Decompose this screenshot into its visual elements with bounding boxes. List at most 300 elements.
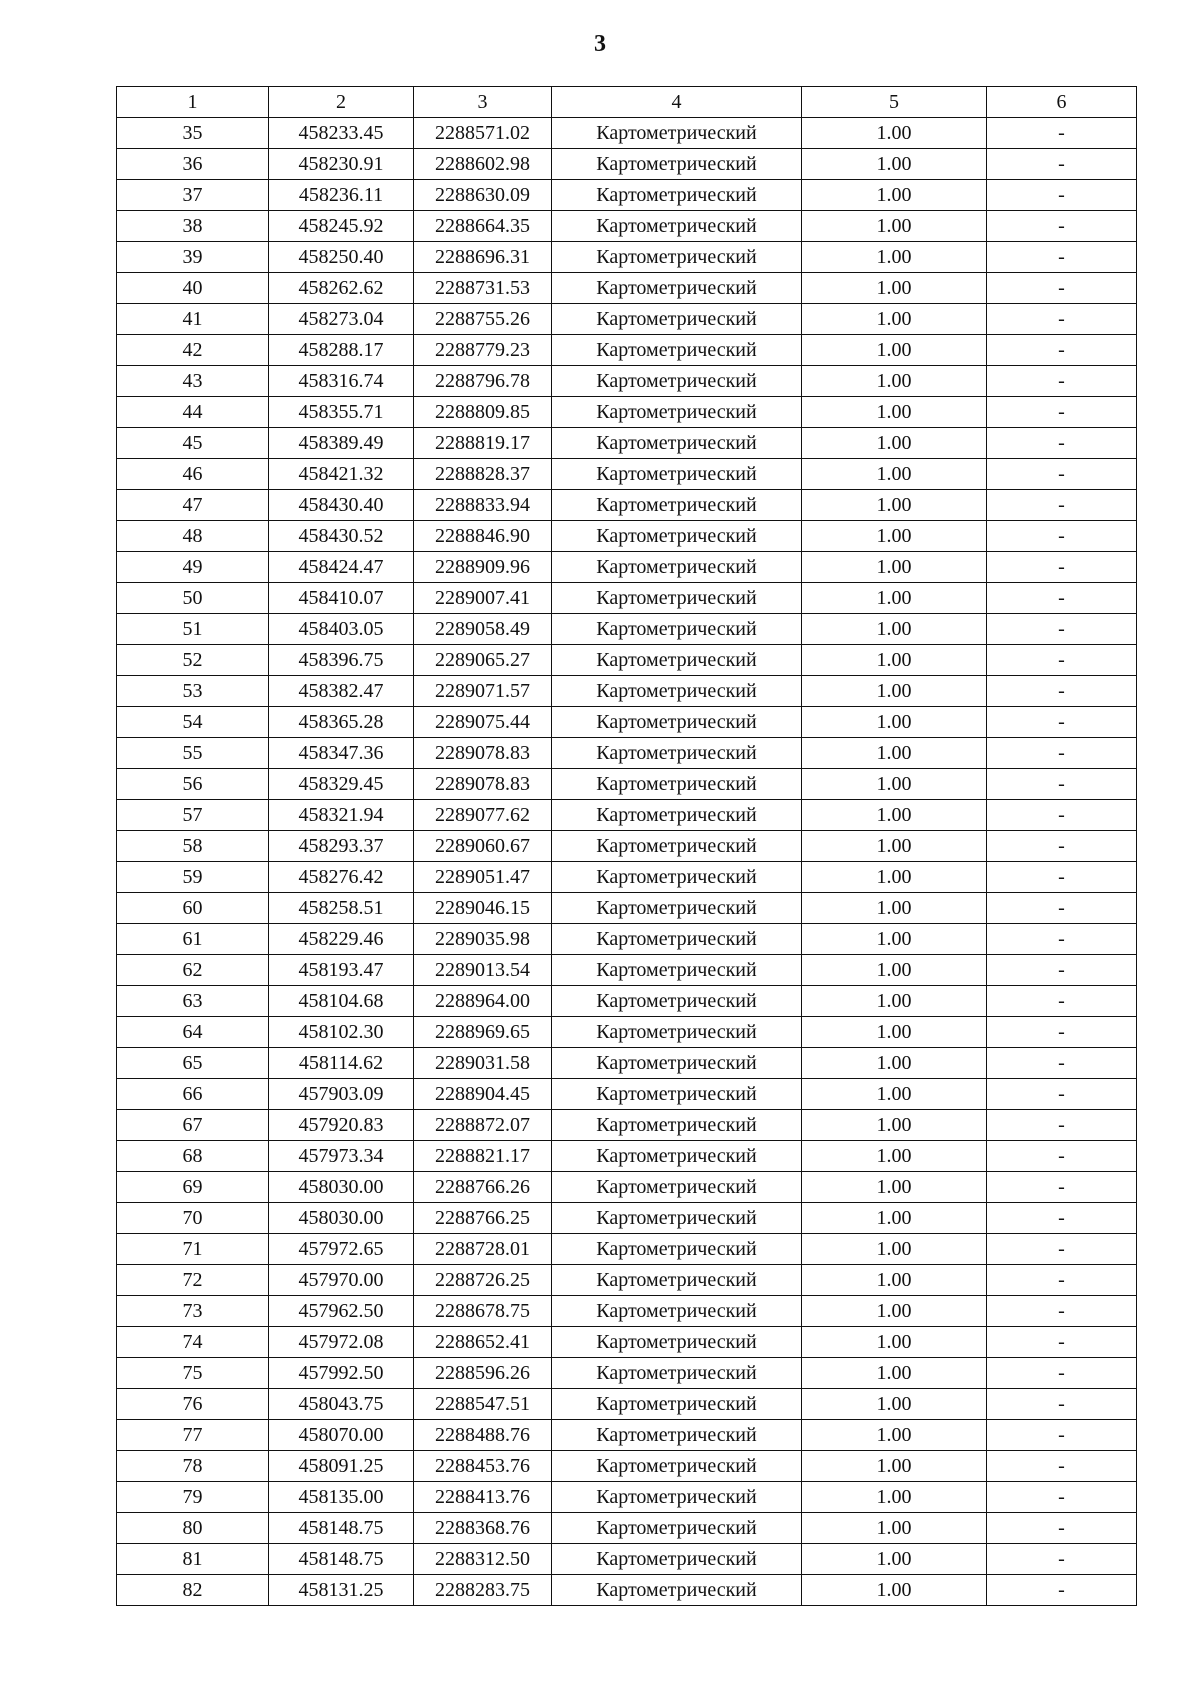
y-coordinate-cell: 2288872.07 (414, 1110, 552, 1141)
x-coordinate-cell: 458102.30 (269, 1017, 414, 1048)
method-cell: Картометрический (552, 800, 802, 831)
table-row (117, 1451, 1137, 1482)
point-number-cell: 49 (117, 552, 269, 583)
note-cell: - (987, 769, 1137, 800)
table-row (117, 1296, 1137, 1327)
x-coordinate-cell: 457992.50 (269, 1358, 414, 1389)
y-coordinate-cell: 2288964.00 (414, 986, 552, 1017)
x-coordinate-cell: 458233.45 (269, 118, 414, 149)
y-coordinate-cell: 2289031.58 (414, 1048, 552, 1079)
method-cell: Картометрический (552, 1389, 802, 1420)
method-cell: Картометрический (552, 521, 802, 552)
table-row (117, 180, 1137, 211)
table-row (117, 924, 1137, 955)
method-cell: Картометрический (552, 1575, 802, 1606)
accuracy-cell: 1.00 (802, 1141, 987, 1172)
method-cell: Картометрический (552, 1420, 802, 1451)
note-cell: - (987, 831, 1137, 862)
x-coordinate-cell: 458293.37 (269, 831, 414, 862)
table-row (117, 769, 1137, 800)
y-coordinate-cell: 2289071.57 (414, 676, 552, 707)
note-cell: - (987, 893, 1137, 924)
table-row (117, 614, 1137, 645)
x-coordinate-cell: 458321.94 (269, 800, 414, 831)
point-number-cell: 82 (117, 1575, 269, 1606)
table-row (117, 552, 1137, 583)
x-coordinate-cell: 458245.92 (269, 211, 414, 242)
method-cell: Картометрический (552, 149, 802, 180)
y-coordinate-cell: 2289058.49 (414, 614, 552, 645)
point-number-cell: 68 (117, 1141, 269, 1172)
accuracy-cell: 1.00 (802, 459, 987, 490)
table-row (117, 118, 1137, 149)
method-cell: Картометрический (552, 893, 802, 924)
method-cell: Картометрический (552, 304, 802, 335)
note-cell: - (987, 1575, 1137, 1606)
table-row (117, 149, 1137, 180)
x-coordinate-cell: 458424.47 (269, 552, 414, 583)
accuracy-cell: 1.00 (802, 1234, 987, 1265)
point-number-cell: 42 (117, 335, 269, 366)
header-cell-4: 4 (552, 87, 802, 118)
note-cell: - (987, 366, 1137, 397)
note-cell: - (987, 211, 1137, 242)
table-row (117, 1048, 1137, 1079)
method-cell: Картометрический (552, 645, 802, 676)
note-cell: - (987, 924, 1137, 955)
x-coordinate-cell: 458430.52 (269, 521, 414, 552)
accuracy-cell: 1.00 (802, 149, 987, 180)
point-number-cell: 54 (117, 707, 269, 738)
note-cell: - (987, 1327, 1137, 1358)
table-row (117, 1110, 1137, 1141)
y-coordinate-cell: 2288726.25 (414, 1265, 552, 1296)
x-coordinate-cell: 458070.00 (269, 1420, 414, 1451)
point-number-cell: 80 (117, 1513, 269, 1544)
x-coordinate-cell: 457972.65 (269, 1234, 414, 1265)
method-cell: Картометрический (552, 986, 802, 1017)
note-cell: - (987, 800, 1137, 831)
table-row (117, 1513, 1137, 1544)
table-row (117, 1544, 1137, 1575)
table-row (117, 335, 1137, 366)
point-number-cell: 63 (117, 986, 269, 1017)
method-cell: Картометрический (552, 397, 802, 428)
accuracy-cell: 1.00 (802, 614, 987, 645)
x-coordinate-cell: 458193.47 (269, 955, 414, 986)
y-coordinate-cell: 2288846.90 (414, 521, 552, 552)
x-coordinate-cell: 458276.42 (269, 862, 414, 893)
x-coordinate-cell: 458236.11 (269, 180, 414, 211)
x-coordinate-cell: 458316.74 (269, 366, 414, 397)
table-row (117, 242, 1137, 273)
note-cell: - (987, 273, 1137, 304)
method-cell: Картометрический (552, 614, 802, 645)
y-coordinate-cell: 2288779.23 (414, 335, 552, 366)
header-cell-2: 2 (269, 87, 414, 118)
point-number-cell: 45 (117, 428, 269, 459)
table-row (117, 1079, 1137, 1110)
accuracy-cell: 1.00 (802, 645, 987, 676)
x-coordinate-cell: 458091.25 (269, 1451, 414, 1482)
point-number-cell: 58 (117, 831, 269, 862)
y-coordinate-cell: 2288696.31 (414, 242, 552, 273)
point-number-cell: 59 (117, 862, 269, 893)
method-cell: Картометрический (552, 769, 802, 800)
x-coordinate-cell: 458262.62 (269, 273, 414, 304)
accuracy-cell: 1.00 (802, 180, 987, 211)
accuracy-cell: 1.00 (802, 335, 987, 366)
y-coordinate-cell: 2289078.83 (414, 769, 552, 800)
table-row (117, 1482, 1137, 1513)
table-row (117, 366, 1137, 397)
note-cell: - (987, 1544, 1137, 1575)
point-number-cell: 62 (117, 955, 269, 986)
page-number: 3 (594, 31, 606, 57)
x-coordinate-cell: 458229.46 (269, 924, 414, 955)
table-row (117, 211, 1137, 242)
table-body (117, 118, 1137, 1606)
accuracy-cell: 1.00 (802, 924, 987, 955)
table-row (117, 583, 1137, 614)
note-cell: - (987, 1203, 1137, 1234)
y-coordinate-cell: 2289065.27 (414, 645, 552, 676)
point-number-cell: 74 (117, 1327, 269, 1358)
accuracy-cell: 1.00 (802, 1513, 987, 1544)
method-cell: Картометрический (552, 366, 802, 397)
method-cell: Картометрический (552, 1172, 802, 1203)
method-cell: Картометрический (552, 1017, 802, 1048)
method-cell: Картометрический (552, 490, 802, 521)
x-coordinate-cell: 458430.40 (269, 490, 414, 521)
accuracy-cell: 1.00 (802, 428, 987, 459)
x-coordinate-cell: 458421.32 (269, 459, 414, 490)
y-coordinate-cell: 2289013.54 (414, 955, 552, 986)
table-row (117, 862, 1137, 893)
note-cell: - (987, 614, 1137, 645)
table-row (117, 459, 1137, 490)
accuracy-cell: 1.00 (802, 1389, 987, 1420)
x-coordinate-cell: 457962.50 (269, 1296, 414, 1327)
accuracy-cell: 1.00 (802, 1296, 987, 1327)
method-cell: Картометрический (552, 738, 802, 769)
point-number-cell: 76 (117, 1389, 269, 1420)
x-coordinate-cell: 458273.04 (269, 304, 414, 335)
method-cell: Картометрический (552, 862, 802, 893)
coordinates-table (116, 86, 1137, 1606)
method-cell: Картометрический (552, 955, 802, 986)
x-coordinate-cell: 458131.25 (269, 1575, 414, 1606)
x-coordinate-cell: 458329.45 (269, 769, 414, 800)
table-row (117, 1017, 1137, 1048)
x-coordinate-cell: 458365.28 (269, 707, 414, 738)
x-coordinate-cell: 457903.09 (269, 1079, 414, 1110)
point-number-cell: 75 (117, 1358, 269, 1389)
x-coordinate-cell: 458043.75 (269, 1389, 414, 1420)
note-cell: - (987, 1234, 1137, 1265)
x-coordinate-cell: 458410.07 (269, 583, 414, 614)
point-number-cell: 72 (117, 1265, 269, 1296)
y-coordinate-cell: 2288796.78 (414, 366, 552, 397)
method-cell: Картометрический (552, 273, 802, 304)
point-number-cell: 53 (117, 676, 269, 707)
note-cell: - (987, 459, 1137, 490)
note-cell: - (987, 955, 1137, 986)
x-coordinate-cell: 458250.40 (269, 242, 414, 273)
y-coordinate-cell: 2288652.41 (414, 1327, 552, 1358)
y-coordinate-cell: 2288678.75 (414, 1296, 552, 1327)
y-coordinate-cell: 2289078.83 (414, 738, 552, 769)
note-cell: - (987, 1017, 1137, 1048)
note-cell: - (987, 552, 1137, 583)
method-cell: Картометрический (552, 1234, 802, 1265)
point-number-cell: 36 (117, 149, 269, 180)
y-coordinate-cell: 2289077.62 (414, 800, 552, 831)
y-coordinate-cell: 2288909.96 (414, 552, 552, 583)
point-number-cell: 81 (117, 1544, 269, 1575)
x-coordinate-cell: 458104.68 (269, 986, 414, 1017)
point-number-cell: 56 (117, 769, 269, 800)
accuracy-cell: 1.00 (802, 831, 987, 862)
note-cell: - (987, 304, 1137, 335)
accuracy-cell: 1.00 (802, 211, 987, 242)
note-cell: - (987, 1141, 1137, 1172)
table-row (117, 1575, 1137, 1606)
point-number-cell: 40 (117, 273, 269, 304)
y-coordinate-cell: 2288819.17 (414, 428, 552, 459)
accuracy-cell: 1.00 (802, 1048, 987, 1079)
method-cell: Картометрический (552, 1110, 802, 1141)
note-cell: - (987, 986, 1137, 1017)
note-cell: - (987, 1358, 1137, 1389)
accuracy-cell: 1.00 (802, 273, 987, 304)
point-number-cell: 39 (117, 242, 269, 273)
note-cell: - (987, 1389, 1137, 1420)
point-number-cell: 61 (117, 924, 269, 955)
method-cell: Картометрический (552, 924, 802, 955)
note-cell: - (987, 149, 1137, 180)
note-cell: - (987, 645, 1137, 676)
note-cell: - (987, 1451, 1137, 1482)
accuracy-cell: 1.00 (802, 986, 987, 1017)
y-coordinate-cell: 2288755.26 (414, 304, 552, 335)
note-cell: - (987, 862, 1137, 893)
y-coordinate-cell: 2288766.25 (414, 1203, 552, 1234)
table-row (117, 831, 1137, 862)
accuracy-cell: 1.00 (802, 1358, 987, 1389)
point-number-cell: 46 (117, 459, 269, 490)
y-coordinate-cell: 2288602.98 (414, 149, 552, 180)
note-cell: - (987, 335, 1137, 366)
accuracy-cell: 1.00 (802, 955, 987, 986)
method-cell: Картометрический (552, 831, 802, 862)
y-coordinate-cell: 2288453.76 (414, 1451, 552, 1482)
table-row (117, 1389, 1137, 1420)
point-number-cell: 52 (117, 645, 269, 676)
table-row (117, 1420, 1137, 1451)
x-coordinate-cell: 458148.75 (269, 1544, 414, 1575)
point-number-cell: 69 (117, 1172, 269, 1203)
y-coordinate-cell: 2288547.51 (414, 1389, 552, 1420)
table-row (117, 273, 1137, 304)
y-coordinate-cell: 2288368.76 (414, 1513, 552, 1544)
accuracy-cell: 1.00 (802, 800, 987, 831)
point-number-cell: 78 (117, 1451, 269, 1482)
x-coordinate-cell: 458347.36 (269, 738, 414, 769)
table-row (117, 1327, 1137, 1358)
accuracy-cell: 1.00 (802, 1110, 987, 1141)
y-coordinate-cell: 2288283.75 (414, 1575, 552, 1606)
table-row (117, 645, 1137, 676)
table-row (117, 428, 1137, 459)
point-number-cell: 55 (117, 738, 269, 769)
accuracy-cell: 1.00 (802, 397, 987, 428)
point-number-cell: 48 (117, 521, 269, 552)
accuracy-cell: 1.00 (802, 1451, 987, 1482)
accuracy-cell: 1.00 (802, 862, 987, 893)
table-row (117, 1172, 1137, 1203)
method-cell: Картометрический (552, 459, 802, 490)
accuracy-cell: 1.00 (802, 366, 987, 397)
note-cell: - (987, 490, 1137, 521)
point-number-cell: 77 (117, 1420, 269, 1451)
y-coordinate-cell: 2288833.94 (414, 490, 552, 521)
accuracy-cell: 1.00 (802, 1265, 987, 1296)
accuracy-cell: 1.00 (802, 707, 987, 738)
method-cell: Картометрический (552, 1544, 802, 1575)
x-coordinate-cell: 457972.08 (269, 1327, 414, 1358)
point-number-cell: 35 (117, 118, 269, 149)
note-cell: - (987, 428, 1137, 459)
accuracy-cell: 1.00 (802, 242, 987, 273)
y-coordinate-cell: 2288904.45 (414, 1079, 552, 1110)
table-row (117, 1265, 1137, 1296)
x-coordinate-cell: 458148.75 (269, 1513, 414, 1544)
note-cell: - (987, 738, 1137, 769)
accuracy-cell: 1.00 (802, 676, 987, 707)
y-coordinate-cell: 2288828.37 (414, 459, 552, 490)
point-number-cell: 67 (117, 1110, 269, 1141)
point-number-cell: 73 (117, 1296, 269, 1327)
point-number-cell: 66 (117, 1079, 269, 1110)
table-row (117, 893, 1137, 924)
x-coordinate-cell: 458288.17 (269, 335, 414, 366)
x-coordinate-cell: 458396.75 (269, 645, 414, 676)
x-coordinate-cell: 458403.05 (269, 614, 414, 645)
x-coordinate-cell: 458135.00 (269, 1482, 414, 1513)
accuracy-cell: 1.00 (802, 552, 987, 583)
note-cell: - (987, 1172, 1137, 1203)
note-cell: - (987, 676, 1137, 707)
x-coordinate-cell: 458230.91 (269, 149, 414, 180)
method-cell: Картометрический (552, 1296, 802, 1327)
table-row (117, 1203, 1137, 1234)
accuracy-cell: 1.00 (802, 118, 987, 149)
accuracy-cell: 1.00 (802, 1327, 987, 1358)
method-cell: Картометрический (552, 180, 802, 211)
y-coordinate-cell: 2288596.26 (414, 1358, 552, 1389)
accuracy-cell: 1.00 (802, 1544, 987, 1575)
y-coordinate-cell: 2288728.01 (414, 1234, 552, 1265)
accuracy-cell: 1.00 (802, 521, 987, 552)
y-coordinate-cell: 2289051.47 (414, 862, 552, 893)
header-cell-5: 5 (802, 87, 987, 118)
note-cell: - (987, 521, 1137, 552)
point-number-cell: 79 (117, 1482, 269, 1513)
y-coordinate-cell: 2288413.76 (414, 1482, 552, 1513)
accuracy-cell: 1.00 (802, 490, 987, 521)
note-cell: - (987, 1110, 1137, 1141)
x-coordinate-cell: 457970.00 (269, 1265, 414, 1296)
point-number-cell: 50 (117, 583, 269, 614)
accuracy-cell: 1.00 (802, 583, 987, 614)
note-cell: - (987, 1296, 1137, 1327)
note-cell: - (987, 707, 1137, 738)
y-coordinate-cell: 2288969.65 (414, 1017, 552, 1048)
point-number-cell: 71 (117, 1234, 269, 1265)
point-number-cell: 65 (117, 1048, 269, 1079)
table-row (117, 490, 1137, 521)
note-cell: - (987, 1048, 1137, 1079)
y-coordinate-cell: 2289046.15 (414, 893, 552, 924)
header-cell-1: 1 (117, 87, 269, 118)
x-coordinate-cell: 458114.62 (269, 1048, 414, 1079)
point-number-cell: 41 (117, 304, 269, 335)
table-row (117, 738, 1137, 769)
note-cell: - (987, 180, 1137, 211)
point-number-cell: 37 (117, 180, 269, 211)
y-coordinate-cell: 2289007.41 (414, 583, 552, 614)
note-cell: - (987, 118, 1137, 149)
y-coordinate-cell: 2288731.53 (414, 273, 552, 304)
method-cell: Картометрический (552, 583, 802, 614)
point-number-cell: 43 (117, 366, 269, 397)
method-cell: Картометрический (552, 707, 802, 738)
method-cell: Картометрический (552, 1203, 802, 1234)
table-row (117, 1141, 1137, 1172)
y-coordinate-cell: 2289060.67 (414, 831, 552, 862)
point-number-cell: 38 (117, 211, 269, 242)
y-coordinate-cell: 2288809.85 (414, 397, 552, 428)
point-number-cell: 44 (117, 397, 269, 428)
x-coordinate-cell: 458030.00 (269, 1203, 414, 1234)
x-coordinate-cell: 457973.34 (269, 1141, 414, 1172)
method-cell: Картометрический (552, 242, 802, 273)
table-row (117, 676, 1137, 707)
accuracy-cell: 1.00 (802, 1079, 987, 1110)
point-number-cell: 47 (117, 490, 269, 521)
accuracy-cell: 1.00 (802, 769, 987, 800)
y-coordinate-cell: 2288571.02 (414, 118, 552, 149)
y-coordinate-cell: 2288312.50 (414, 1544, 552, 1575)
accuracy-cell: 1.00 (802, 1017, 987, 1048)
table-row (117, 397, 1137, 428)
accuracy-cell: 1.00 (802, 1203, 987, 1234)
header-cell-6: 6 (987, 87, 1137, 118)
y-coordinate-cell: 2289075.44 (414, 707, 552, 738)
method-cell: Картометрический (552, 1079, 802, 1110)
table-row (117, 800, 1137, 831)
accuracy-cell: 1.00 (802, 304, 987, 335)
note-cell: - (987, 1482, 1137, 1513)
table-row (117, 707, 1137, 738)
y-coordinate-cell: 2288664.35 (414, 211, 552, 242)
x-coordinate-cell: 457920.83 (269, 1110, 414, 1141)
table-row (117, 304, 1137, 335)
table-row (117, 1358, 1137, 1389)
note-cell: - (987, 583, 1137, 614)
x-coordinate-cell: 458355.71 (269, 397, 414, 428)
